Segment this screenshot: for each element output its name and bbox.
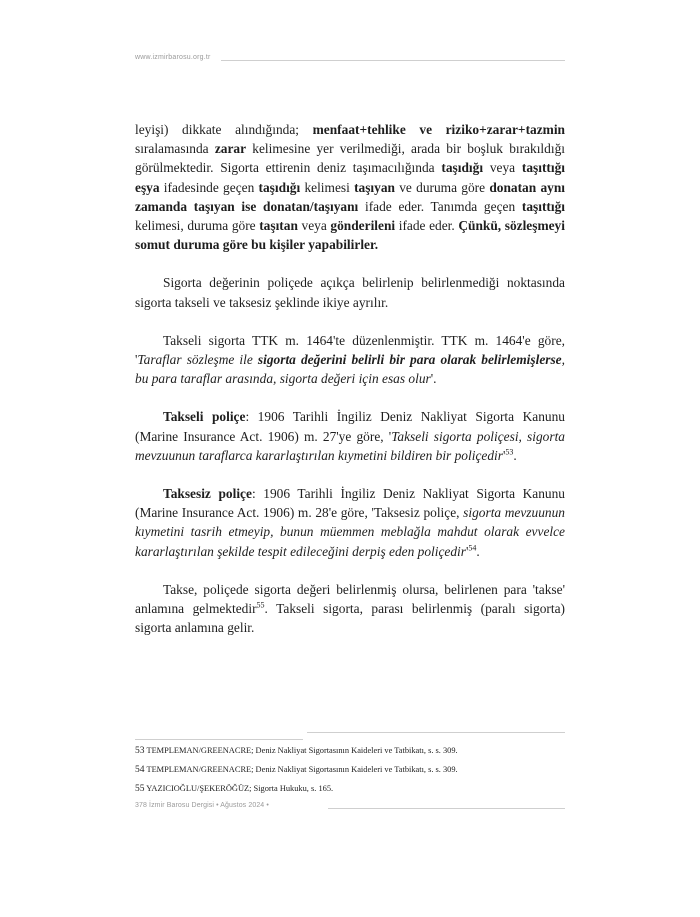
- separator-right: [307, 732, 565, 733]
- body-text: [135, 120, 565, 637]
- bold-run: taşıdığı: [441, 160, 484, 176]
- text-run: veya: [297, 218, 331, 234]
- header-rule: [221, 60, 565, 61]
- text-run: ': [502, 447, 506, 463]
- paragraph-1: [135, 120, 565, 254]
- footnote-text: TEMPLEMAN/GREENACRE; Deniz Nakliyat Sigortasının Kaideleri ve Tatbikatı, s. s. 309.: [146, 746, 458, 755]
- footnote-ref: 53: [505, 447, 514, 457]
- text-run: kelimesi: [300, 179, 355, 195]
- footnote-item: [135, 763, 565, 777]
- paragraph-2: [135, 273, 565, 311]
- text-run: leyişi) dikkate alındığında;: [135, 122, 313, 137]
- paragraph-3: [135, 331, 565, 389]
- bold-run: taşıdığı: [258, 179, 301, 195]
- text-run: ifade eder. Tanımda geçen: [358, 198, 522, 214]
- italic-run: Taraflar sözleşme ile: [137, 352, 258, 368]
- text-run: ifade eder.: [395, 218, 459, 234]
- text-run: Takse, poliçede sigorta değeri belirlenmiş olursa, belirlenen para 'takse' anlamına gelmektedir: [135, 581, 565, 617]
- bold-run: donatan aynı zamanda taşıyan ise donatan/taşıyanı: [135, 179, 565, 214]
- text-run: .: [476, 543, 480, 559]
- text-run: Takseli sigorta TTK m. 1464'te düzenlenmiştir. TTK m. 1464'e göre, ': [135, 332, 565, 368]
- bold-run: taşıtan: [259, 218, 298, 234]
- text-run: Sigorta değerinin poliçede açıkça belirlenip belirlenmediği noktasında sigorta takseli ve taksesiz şeklinde ikiye ayrılır.: [135, 275, 565, 310]
- paragraph-6: [135, 580, 565, 638]
- footnote-number: 53: [135, 746, 145, 756]
- bold-run: taşıttığı: [521, 198, 565, 214]
- bold-run: gönderileni: [330, 218, 396, 234]
- italic-run: sigorta mevzuunun kıymetini tasrih etmeyip, bunun müemmen meblağla mahdut olarak evvelce kararlaştırılan şekilde tespit edileceğini derpiş eden poliçedir: [135, 505, 565, 559]
- text-run: kelimesi, duruma göre: [135, 218, 260, 234]
- bold-run: menfaat+tehlike ve riziko+zarar+tazmin: [312, 122, 565, 137]
- footer-rule: [328, 808, 565, 809]
- footnotes: [135, 744, 565, 801]
- footnote-ref: 54: [468, 543, 477, 553]
- footnote-ref: 55: [256, 600, 265, 610]
- footnote-number: 54: [135, 765, 145, 775]
- bold-run: Takseli poliçe: [163, 409, 246, 425]
- text-run: sıralamasında: [135, 141, 215, 157]
- bold-run: zarar: [214, 141, 247, 157]
- bold-italic-run: sigorta değerini belirli bir para olarak belirlemişlerse: [257, 352, 562, 368]
- header-url: www.izmirbarosu.org.tr: [135, 54, 211, 61]
- italic-run: , bu para taraflar arasında, sigorta değeri için esas olur: [135, 352, 565, 387]
- footnote-item: [135, 744, 565, 758]
- bold-run: taşıyan: [354, 179, 395, 195]
- bold-run: Taksesiz poliçe: [163, 486, 252, 502]
- footnote-separator: [135, 732, 565, 742]
- footnote-item: [135, 782, 565, 796]
- page-header: [135, 54, 565, 66]
- separator-left: [135, 739, 303, 740]
- text-run: ve duruma göre: [395, 179, 490, 195]
- text-run: : 1906 Tarihli İngiliz Deniz Nakliyat Sigorta Kanunu (Marine Insurance Act. 1906) m. 27'ye göre, ': [135, 409, 565, 444]
- page-number-label: 378 İzmir Barosu Dergisi • Ağustos 2024 •: [135, 802, 269, 809]
- footnote-number: 55: [135, 784, 145, 794]
- text-run: ifadesinde geçen: [159, 179, 259, 195]
- text-run: kelimesine yer verilmediği, arada bir boşluk bırakıldığı görülmektedir. Sigorta ettirenin deniz taşımacılığında: [135, 141, 565, 176]
- separator-notch: [302, 732, 323, 741]
- paragraph-4: [135, 407, 565, 465]
- text-run: . Takseli sigorta, parası belirlenmiş (paralı sigorta) sigorta anlamına gelir.: [135, 601, 565, 636]
- text-run: '.: [430, 371, 437, 387]
- bold-run: Çünkü, sözleşmeyi somut duruma göre bu kişiler yapabilirler.: [135, 218, 565, 253]
- text-run: : 1906 Tarihli İngiliz Deniz Nakliyat Sigorta Kanunu (Marine Insurance Act. 1906) m. 28'e göre, 'Taksesiz poliçe,: [135, 486, 565, 521]
- text-run: veya: [483, 160, 522, 176]
- footnote-text: YAZICIOĞLU/ŞEKERÖĞÜZ; Sigorta Hukuku, s. 165.: [146, 784, 334, 793]
- bold-run: taşıttığı eşya: [135, 160, 566, 195]
- footnote-text: TEMPLEMAN/GREENACRE; Deniz Nakliyat Sigortasının Kaideleri ve Tatbikatı, s. s. 309.: [146, 765, 458, 774]
- page-footer: [135, 802, 565, 814]
- paragraph-5: [135, 484, 565, 561]
- text-run: .: [513, 447, 517, 463]
- italic-run: Takseli sigorta poliçesi, sigorta mevzuunun taraflarca kararlaştırılan kıymetini bildiren bir poliçedir: [135, 428, 565, 463]
- text-run: ': [465, 543, 469, 559]
